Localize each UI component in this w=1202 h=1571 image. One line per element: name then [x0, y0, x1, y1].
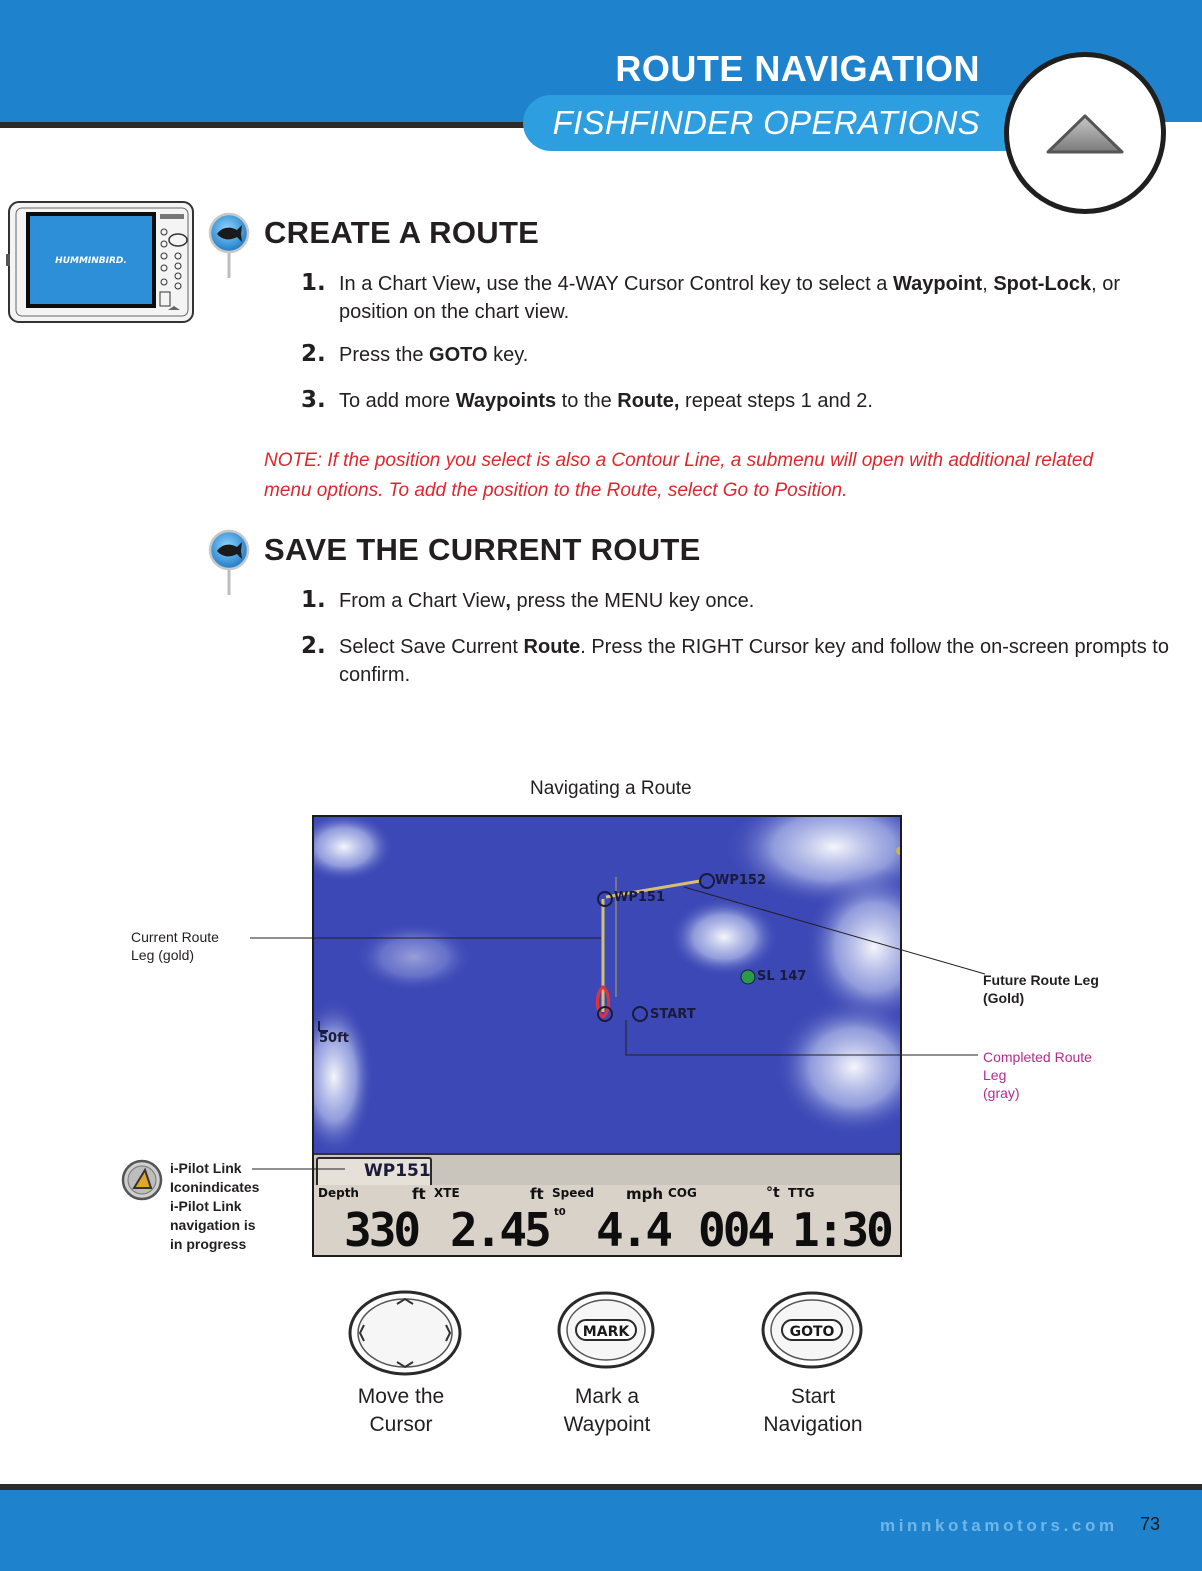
section-title-save-route: SAVE THE CURRENT ROUTE	[264, 532, 701, 567]
step-text: From a Chart View, press the MENU key once.	[339, 590, 755, 612]
data-header: COG	[668, 1186, 697, 1200]
step-text: Press the GOTO key.	[339, 344, 529, 366]
button-caption-mark-waypoint: Mark a Waypoint	[563, 1385, 651, 1436]
goto-key-label: GOTO	[789, 1324, 835, 1340]
cog-value: 004	[698, 1203, 773, 1257]
page-subtitle: FISHFINDER OPERATIONS	[552, 104, 980, 141]
data-unit: ft	[530, 1185, 544, 1203]
goto-key[interactable]	[760, 1290, 864, 1370]
button-caption-move-cursor: Move the Cursor	[357, 1385, 445, 1436]
step-number: 1.	[301, 270, 326, 296]
ttg-value: 1:30	[792, 1203, 891, 1257]
active-route-label: WP151	[364, 1161, 431, 1181]
depth-value: 330	[344, 1203, 419, 1257]
data-header: Speed	[552, 1186, 595, 1200]
figure-caption: Navigating a Route	[530, 778, 692, 799]
waypoint-label: WP151	[614, 890, 666, 905]
step-number: 1.	[301, 587, 326, 613]
step-number: 2.	[301, 341, 326, 367]
callout-future-route-leg: Future Route Leg (Gold)	[983, 972, 1099, 1006]
section-title-create-route: CREATE A ROUTE	[264, 215, 540, 250]
data-header: XTE	[434, 1186, 460, 1200]
ipilot-link-icon	[121, 1159, 163, 1201]
start-label: START	[650, 1007, 696, 1022]
xte-value: 2.45	[450, 1203, 549, 1257]
page-title: ROUTE NAVIGATION	[615, 48, 980, 89]
data-unit: mph	[626, 1185, 664, 1203]
footer-website[interactable]: minnkotamotors.com	[880, 1516, 1118, 1535]
step-text: In a Chart View, use the 4-WAY Cursor Control key to select a Waypoint, Spot-Lock, or position on the chart view.	[339, 273, 1121, 323]
data-header: Depth	[318, 1186, 359, 1200]
device-brand: HUMMINBIRD.	[55, 256, 127, 266]
step-text: To add more Waypoints to the Route, repeat steps 1 and 2.	[339, 390, 873, 412]
step-number: 2.	[301, 633, 326, 659]
step-text: Select Save Current Route. Press the RIGHT Cursor key and follow the on-screen prompts to confirm.	[339, 636, 1169, 686]
spotlock-label: SL 147	[757, 969, 807, 984]
page-number: 73	[1140, 1514, 1161, 1534]
mark-key[interactable]	[556, 1290, 656, 1370]
note-text: NOTE: If the position you select is also a Contour Line, a submenu will open with additional related menu options. To add the position to the Route, select Go to Position.	[264, 450, 1094, 501]
cursor-control-key[interactable]	[347, 1290, 463, 1376]
speed-indicator: t0	[554, 1207, 566, 1218]
waypoint-label: WP152	[715, 873, 767, 888]
data-header: TTG	[788, 1186, 815, 1200]
data-unit: ft	[412, 1185, 426, 1203]
button-caption-start-navigation: Start Navigation	[763, 1385, 863, 1436]
callout-ipilot-link: i-Pilot Link Iconindicates i-Pilot Link navigation is in progress	[170, 1160, 260, 1252]
data-unit: °t	[766, 1185, 780, 1201]
speed-value: 4.4	[596, 1203, 671, 1257]
callout-current-route-leg: Current Route Leg (gold)	[131, 929, 219, 963]
callout-completed-route-leg: Completed Route Leg (gray)	[983, 1049, 1092, 1101]
step-number: 3.	[301, 387, 326, 413]
depth-contour-label: 50ft	[319, 1031, 349, 1046]
mark-key-label: MARK	[582, 1324, 630, 1340]
